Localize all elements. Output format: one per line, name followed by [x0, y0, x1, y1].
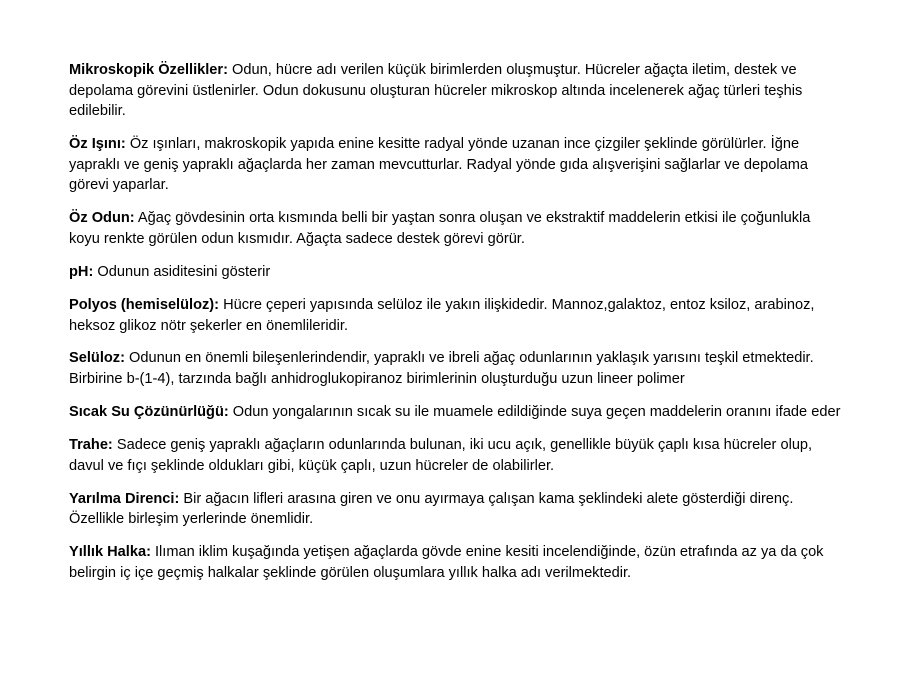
- glossary-entry-ph: [69, 262, 844, 283]
- glossary-term: Öz Işını:: [69, 136, 126, 153]
- glossary-definition: Ilıman iklim kuşağında yetişen ağaçlarda gövde enine kesiti incelendiğinde, özün etrafında az ya da çok belirgin iç içe geçmiş halkalar şeklinde görülen oluşumlara yıllık halka adı verilmektedir.: [69, 544, 824, 581]
- glossary-definition: Odun, hücre adı verilen küçük birimlerden oluşmuştur. Hücreler ağaçta iletim, destek ve depolama görevini üstlenirler. Odun dokusunu oluşturan hücreler mikroskop altında incelenerek ağaç türleri teşhis edilebilir.: [69, 62, 803, 120]
- glossary-term: Yarılma Direnci:: [69, 490, 180, 507]
- glossary-term: Mikroskopik Özellikler:: [69, 62, 228, 78]
- glossary-term: Öz Odun:: [69, 210, 135, 227]
- glossary-entry-polyos: [69, 295, 844, 336]
- glossary-term: Polyos (hemiselüloz):: [69, 296, 220, 313]
- glossary-entry-trahe: [69, 435, 844, 476]
- glossary-term: Sıcak Su Çözünürlüğü:: [69, 404, 229, 421]
- glossary-definition: Odunun asiditesini gösterir: [97, 263, 271, 280]
- glossary-term: pH:: [69, 263, 94, 280]
- glossary-definition: Hücre çeperi yapısında selüloz ile yakın ilişkidedir. Mannoz,galaktoz, entoz ksiloz, arabinoz, heksoz glikoz nötr şekerler en önemlileridir.: [69, 296, 815, 334]
- glossary-definition: Odun yongalarının sıcak su ile muamele edildiğinde suya geçen maddelerin oranını ifade eder: [232, 404, 841, 421]
- glossary-definition: Bir ağacın lifleri arasına giren ve onu ayırmaya çalışan kama şeklindeki alete gösterdiği direnç. Özellikle birleşim yerlerinde önemlidir.: [69, 490, 794, 528]
- glossary-term: Trahe:: [69, 437, 113, 454]
- glossary-entry-yarilma-direnci: [69, 489, 844, 530]
- glossary-definition: Öz ışınları, makroskopik yapıda enine kesitte radyal yönde uzanan ince çizgiler şeklinde görülürler. İğne yapraklı ve geniş yapraklı ağaçlarda her zaman mevcutturlar. Radyal yönde gıda alışverişini sağlarlar ve depolama görevi yaparlar.: [69, 136, 808, 194]
- glossary-definition: Ağaç gövdesinin orta kısmında belli bir yaştan sonra oluşan ve ekstraktif maddelerin etkisi ile çoğunlukla koyu renkte görülen odun kısmıdır. Ağaçta sadece destek görevi görür.: [69, 210, 811, 247]
- glossary-page: [69, 60, 844, 596]
- glossary-term: Selüloz:: [69, 350, 125, 367]
- glossary-entry-seluloz: [69, 348, 844, 389]
- glossary-entry-sicak-su-cozunurlugu: [69, 402, 844, 423]
- glossary-entry-oz-odun: [69, 208, 844, 249]
- glossary-entry-mikroskopik-ozellikler: [69, 60, 844, 122]
- glossary-entry-oz-isini: [69, 134, 844, 196]
- glossary-definition: Odunun en önemli bileşenlerindendir, yapraklı ve ibreli ağaç odunlarının yaklaşık yarısını teşkil etmektedir. Birbirine b-(1-4), tarzında bağlı anhidroglukopiranoz birimlerinin oluşturduğu uzun lineer polimer: [69, 350, 814, 388]
- glossary-entry-yillik-halka: [69, 542, 844, 583]
- glossary-definition: Sadece geniş yapraklı ağaçların odunlarında bulunan, iki ucu açık, genellikle büyük çaplı kısa hücreler olup, davul ve fıçı şeklinde oldukları gibi, küçük çaplı, uzun hücreler de olabilirler.: [69, 437, 813, 474]
- glossary-term: Yıllık Halka:: [69, 544, 151, 561]
